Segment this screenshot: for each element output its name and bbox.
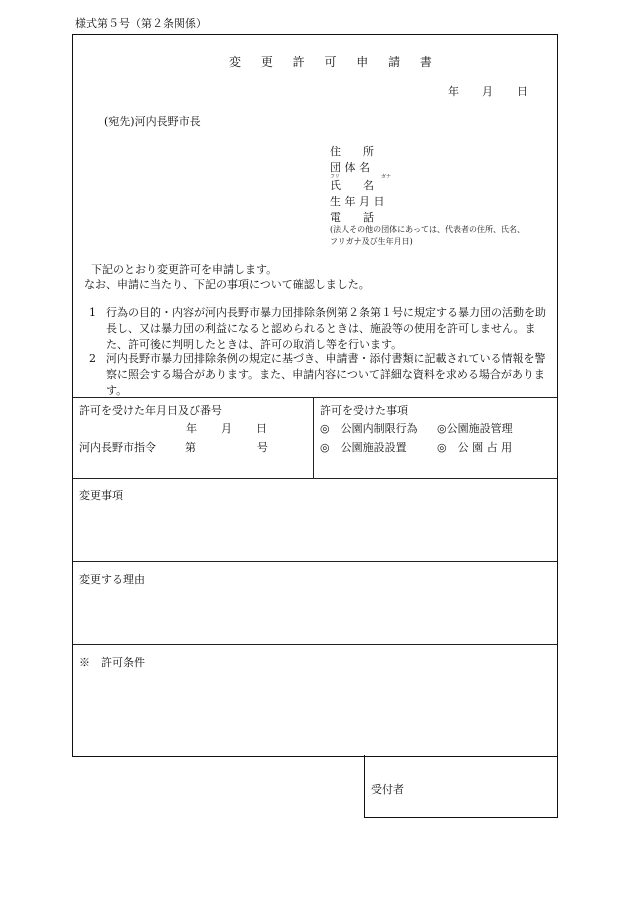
applicant-note-2: フリガナ及び生年月日) (330, 237, 413, 246)
applicant-birth-label: 生 年 月 日 (330, 195, 385, 208)
date-year: 年 (448, 85, 459, 98)
form-number: 様式第５号（第２条関係） (75, 17, 207, 30)
item-2-number: 2 (89, 352, 96, 365)
change-reason-label: 変更する理由 (79, 573, 145, 586)
item-1-text: 行為の目的・内容が河内長野市暴力団排除条例第２条第１号に規定する暴力団の活動を助長し、又は暴力団の利益になると認められるときは、施設等の使用を許可しません。また、許可後に判明したときは、許可の取消し等を行います。 (106, 306, 546, 351)
divider (73, 397, 557, 398)
permit-city-label: 河内長野市指令 (79, 441, 156, 454)
applicant-phone-label: 電 話 (330, 211, 374, 224)
form-title: 変 更 許 可 申 請 書 (229, 55, 440, 69)
item-1-number: 1 (89, 306, 96, 319)
applicant-note-1: (法人その他の団体にあっては、代表者の住所、氏名、 (330, 225, 526, 234)
permit-label: 許可を受けた年月日及び番号 (79, 404, 222, 417)
divider (313, 397, 314, 478)
permit-option-park-occupation[interactable]: ◎ 公 園 占 用 (437, 441, 513, 454)
permit-day: 日 (256, 422, 267, 435)
conditions-label: ※ 許可条件 (79, 656, 145, 669)
permit-option-facility-management[interactable]: ◎公園施設管理 (437, 422, 513, 435)
permit-dai: 第 (185, 441, 196, 454)
permit-go: 号 (257, 441, 268, 454)
change-items-label: 変更事項 (79, 489, 123, 502)
date-day: 日 (517, 85, 528, 98)
applicant-group-label: 団 体 名 (330, 161, 370, 174)
permit-option-park-restricted[interactable]: ◎ 公園内制限行為 (320, 422, 418, 435)
divider (73, 561, 557, 562)
furigana-label-2: ガナ (381, 174, 392, 180)
furigana-label-1: フリ (330, 174, 340, 180)
permit-month: 月 (221, 422, 232, 435)
permit-items-label: 許可を受けた事項 (320, 404, 408, 417)
item-2-text: 河内長野市暴力団排除条例の規定に基づき、申請書・添付書類に記載されている情報を警察に照会する場合があります。また、申請内容について詳細な資料を求める場合があります。 (106, 352, 546, 397)
divider (73, 478, 557, 479)
addressee: (宛先)河内長野市長 (104, 115, 201, 128)
intro-line-2: なお、申請に当たり、下記の事項について確認しました。 (84, 278, 370, 291)
date-month: 月 (482, 85, 493, 98)
intro-line-1: 下記のとおり変更許可を申請します。 (91, 263, 278, 276)
applicant-name-label: 氏 名 (330, 179, 374, 192)
receiver-label: 受付者 (371, 783, 404, 796)
divider (73, 644, 557, 645)
applicant-address-label: 住 所 (330, 145, 374, 158)
permit-option-facility-installation[interactable]: ◎ 公園施設設置 (320, 441, 407, 454)
permit-year: 年 (186, 422, 197, 435)
